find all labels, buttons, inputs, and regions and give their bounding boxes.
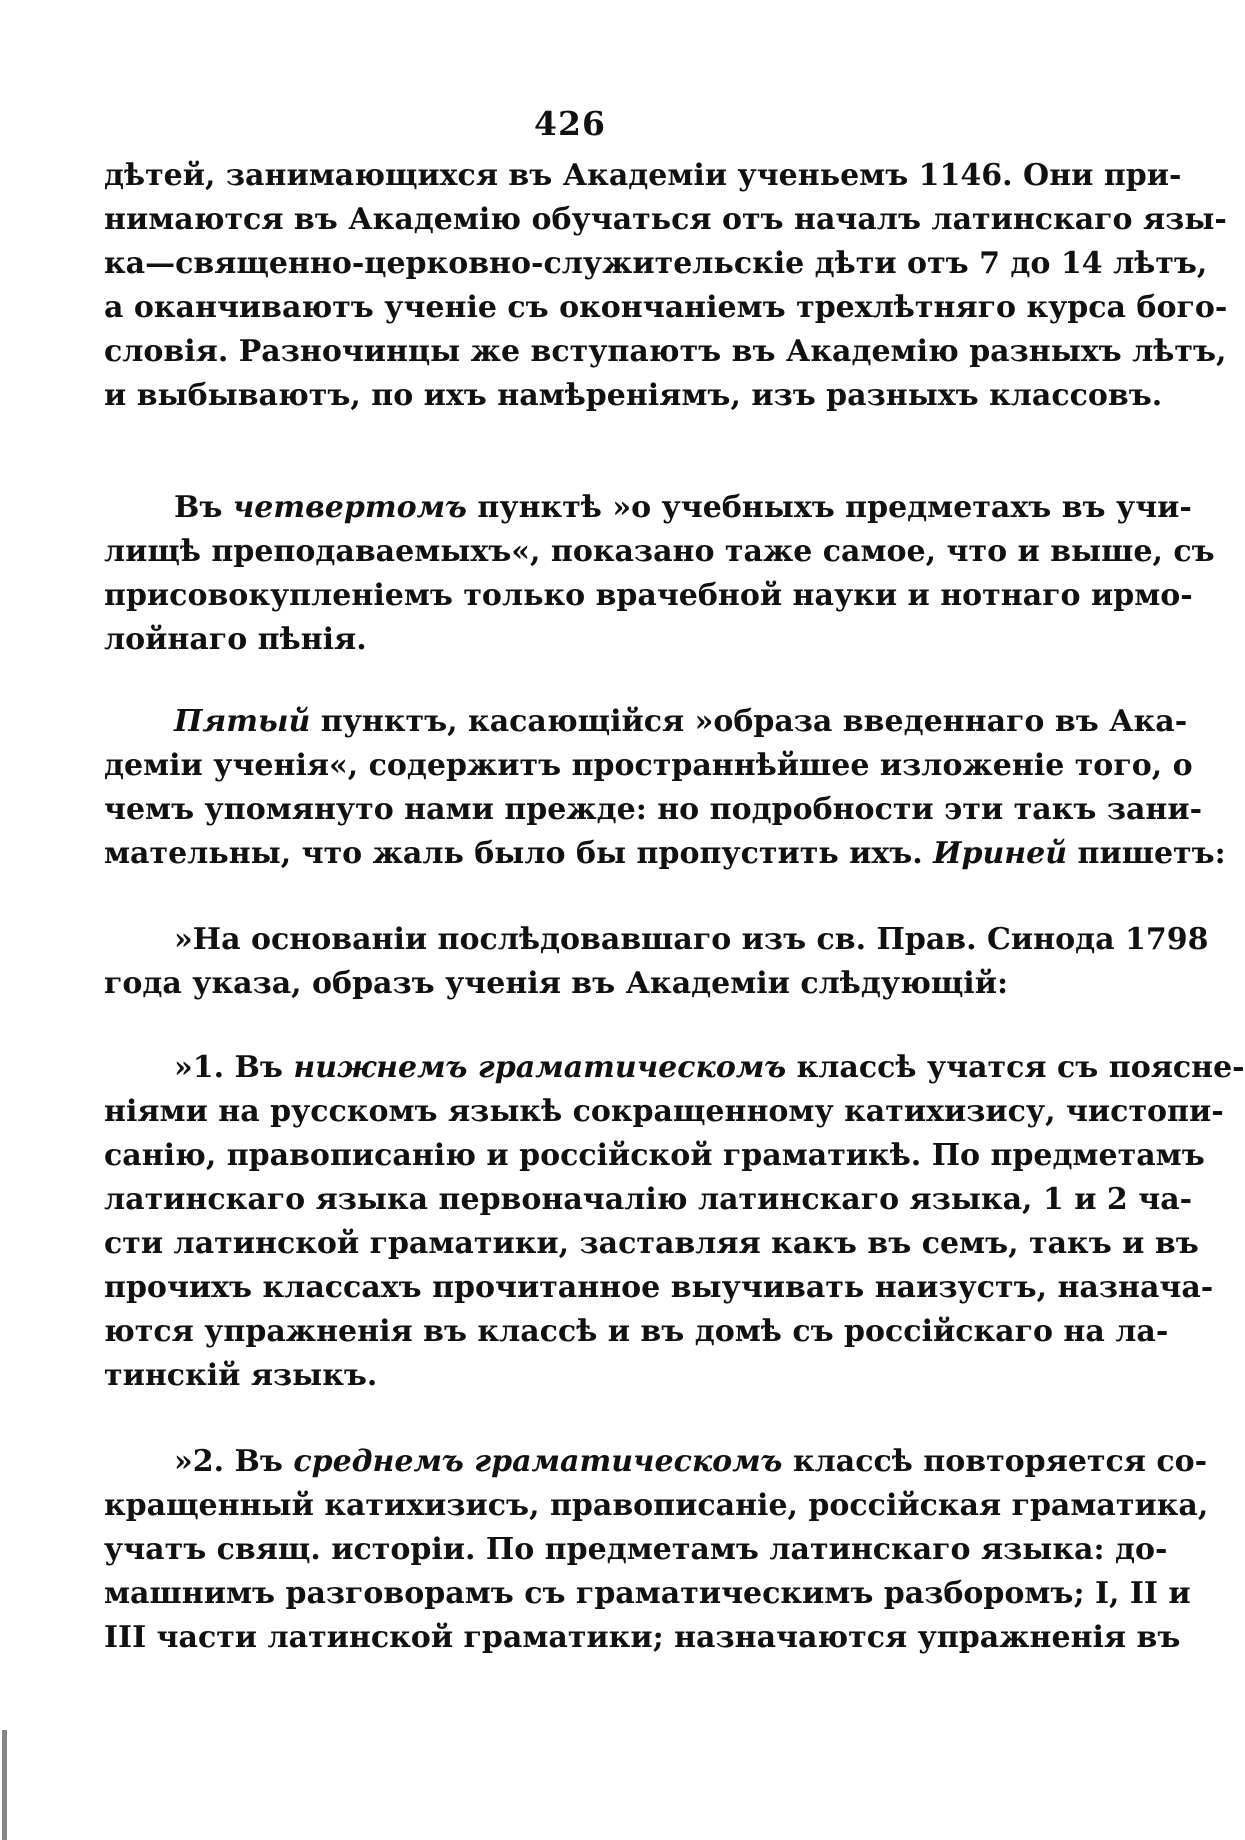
text-line: санію, правописанію и россійской граматикѣ. По предметамъ: [104, 1138, 1205, 1173]
scan-edge-mark: [2, 1730, 7, 1840]
text-segment: пунктъ, касающійся »образа введеннаго въ Ака-: [310, 704, 1188, 739]
italic-term: четвертомъ: [232, 490, 467, 525]
text-line: [104, 1440, 1208, 1484]
text-line: ются упражненія въ классѣ и въ домѣ съ россійскаго на ла-: [104, 1314, 1169, 1349]
text-line: латинскаго языка первоначалію латинскаго языка, 1 и 2 ча-: [104, 1182, 1193, 1217]
text-line: III части латинской граматики; назначаются упражненія въ: [104, 1620, 1181, 1655]
text-line: года указа, образъ ученія въ Академіи слѣдующій:: [104, 966, 1009, 1001]
text-segment: пишетъ:: [1067, 836, 1226, 871]
text-segment: мательны, что жаль было бы пропустить ихъ.: [104, 836, 934, 871]
paragraph-6: [104, 1440, 1209, 1660]
text-line: чемъ упомянуто нами прежде: но подробности эти такъ зани-: [104, 792, 1203, 827]
text-line: словія. Разночинцы же вступаютъ въ Академію разныхъ лѣтъ,: [104, 334, 1227, 369]
text-line: учатъ свящ. исторіи. По предметамъ латинскаго языка: до-: [104, 1532, 1168, 1567]
italic-term: Пятый: [174, 704, 311, 739]
text-line: а оканчиваютъ ученіе съ окончаніемъ трехлѣтняго курса бого-: [104, 290, 1228, 325]
page-number: 426: [534, 104, 606, 143]
text-segment: Въ: [174, 490, 233, 525]
text-line: кращенный катихизисъ, правописаніе, россійская граматика,: [104, 1488, 1209, 1523]
italic-term: среднемъ граматическомъ: [293, 1444, 783, 1479]
text-line: прочихъ классахъ прочитанное выучивать наизустъ, назнача-: [104, 1270, 1214, 1305]
italic-term: Ириней: [933, 836, 1068, 871]
paragraph-3: [104, 700, 1226, 876]
text-line: сти латинской граматики, заставляя какъ въ семъ, такъ и въ: [104, 1226, 1199, 1261]
paragraph-2: [104, 486, 1215, 662]
text-line: тинскій языкъ.: [104, 1358, 378, 1393]
italic-term: нижнемъ граматическомъ: [293, 1050, 787, 1085]
text-line: [104, 700, 1188, 744]
text-segment: классѣ повторяется со-: [782, 1444, 1208, 1479]
text-line: лищѣ преподаваемыхъ«, показано таже самое, что и выше, съ: [104, 534, 1215, 569]
paragraph-4: [104, 918, 1209, 1006]
text-line: [104, 832, 1226, 876]
text-segment: »2. Въ: [174, 1444, 294, 1479]
text-line: [104, 1046, 1245, 1090]
paragraph-1: [104, 154, 1228, 418]
text-segment: »1. Въ: [174, 1050, 294, 1085]
text-segment: классѣ учатся съ поясне-: [786, 1050, 1245, 1085]
text-line: »На основаніи послѣдовавшаго изъ св. Прав. Синода 1798: [174, 922, 1209, 957]
text-line: ка—священно-церковно-служительскіе дѣти отъ 7 до 14 лѣтъ,: [104, 246, 1208, 281]
text-line: машнимъ разговорамъ съ граматическимъ разборомъ; I, II и: [104, 1576, 1191, 1611]
text-line: и выбываютъ, по ихъ намѣреніямъ, изъ разныхъ классовъ.: [104, 378, 1163, 413]
text-line: дѣтей, занимающихся въ Академіи ученьемъ 1146. Они при-: [104, 158, 1182, 193]
text-line: нимаются въ Академію обучаться отъ началъ латинскаго язы-: [104, 202, 1227, 237]
text-line: присовокупленіемъ только врачебной науки и нотнаго ирмо-: [104, 578, 1193, 613]
text-line: лойнаго пѣнія.: [104, 622, 367, 657]
text-line: деміи ученія«, содержитъ пространнѣйшее изложеніе того, о: [104, 748, 1193, 783]
text-line: [104, 486, 1192, 530]
paragraph-5: [104, 1046, 1245, 1398]
text-line: ніями на русскомъ языкѣ сокращенному катихизису, чистопи-: [104, 1094, 1224, 1129]
text-segment: пунктѣ »о учебныхъ предметахъ въ учи-: [466, 490, 1192, 525]
